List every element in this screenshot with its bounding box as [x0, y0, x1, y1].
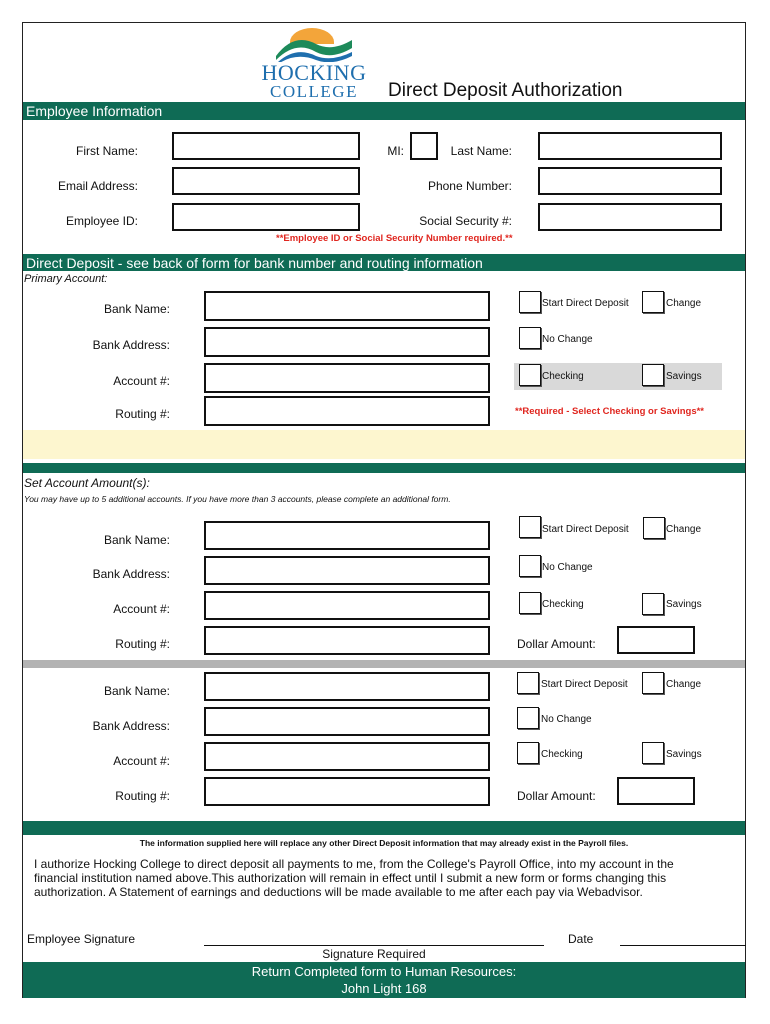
primary-bank-address-field[interactable] [204, 327, 490, 357]
acct1-start-label: Start Direct Deposit [542, 524, 629, 535]
first-name-field[interactable] [172, 132, 360, 160]
acct2-account-field[interactable] [204, 742, 490, 771]
acct1-account-label: Account #: [113, 602, 170, 616]
acct1-bank-address-field[interactable] [204, 556, 490, 585]
acct2-change-label: Change [666, 679, 702, 690]
highlight-bar [23, 430, 745, 459]
acct1-no-change-label: No Change [542, 562, 593, 573]
acct1-routing-field[interactable] [204, 626, 490, 655]
acct2-routing-label: Routing #: [115, 789, 170, 803]
primary-bank-address-label: Bank Address: [92, 338, 170, 352]
primary-bank-name-field[interactable] [204, 291, 490, 321]
return-line-1: Return Completed form to Human Resources: [251, 964, 517, 979]
id-required-note: **Employee ID or Social Security Number required.** [276, 233, 513, 244]
email-field[interactable] [172, 167, 360, 195]
acct2-start-checkbox[interactable] [517, 672, 539, 694]
acct2-no-change-checkbox[interactable] [517, 707, 539, 729]
acct1-routing-label: Routing #: [115, 637, 170, 651]
primary-savings-checkbox[interactable] [642, 364, 664, 386]
section-divider [23, 463, 745, 473]
employee-id-label: Employee ID: [65, 214, 138, 228]
primary-no-change-checkbox[interactable] [519, 327, 541, 349]
ssn-field[interactable] [538, 203, 722, 231]
set-amounts-note: You may have up to 5 additional accounts. If you have more than 3 accounts, please complete an additional form. [24, 494, 451, 504]
primary-change-checkbox[interactable] [642, 291, 664, 313]
primary-account-label: Primary Account: [24, 273, 108, 285]
acct2-routing-field[interactable] [204, 777, 490, 806]
footer-divider [23, 821, 745, 835]
acct2-start-label: Start Direct Deposit [541, 679, 628, 690]
acct1-account-field[interactable] [204, 591, 490, 620]
acct1-dollar-field[interactable] [617, 626, 695, 654]
date-label: Date [568, 932, 594, 946]
phone-label: Phone Number: [427, 179, 512, 193]
hocking-college-logo-icon [272, 26, 356, 62]
acct1-checking-label: Checking [542, 599, 584, 610]
date-line[interactable] [620, 945, 746, 946]
employee-id-field[interactable] [172, 203, 360, 231]
acct2-bank-address-field[interactable] [204, 707, 490, 736]
acct1-change-label: Change [666, 524, 702, 535]
acct1-checking-checkbox[interactable] [519, 592, 541, 614]
primary-start-checkbox[interactable] [519, 291, 541, 313]
return-instructions-band [23, 962, 745, 998]
acct1-bank-name-field[interactable] [204, 521, 490, 550]
acct1-savings-label: Savings [666, 599, 702, 610]
primary-start-label: Start Direct Deposit [542, 298, 629, 309]
ssn-label: Social Security #: [419, 214, 512, 228]
replacement-notice: The information supplied here will replace any other Direct Deposit information that may already exist in the Payroll files. [139, 838, 629, 848]
primary-account-number-label: Account #: [113, 374, 170, 388]
logo-text-college: COLLEGE [270, 82, 358, 101]
direct-deposit-section-header [23, 254, 745, 271]
employee-section-header [23, 102, 745, 120]
acct2-no-change-label: No Change [541, 714, 592, 725]
acct2-savings-checkbox[interactable] [642, 742, 664, 764]
acct1-dollar-label: Dollar Amount: [517, 637, 596, 651]
acct2-dollar-label: Dollar Amount: [517, 789, 596, 803]
acct1-change-checkbox[interactable] [643, 517, 665, 539]
first-name-label: First Name: [75, 144, 138, 158]
return-line-2: John Light 168 [341, 981, 427, 996]
acct1-bank-name-label: Bank Name: [103, 533, 170, 547]
primary-no-change-label: No Change [542, 334, 593, 345]
acct2-bank-name-label: Bank Name: [103, 684, 170, 698]
primary-routing-label: Routing #: [115, 407, 170, 421]
email-label: Email Address: [57, 179, 138, 193]
acct1-start-checkbox[interactable] [519, 516, 541, 538]
primary-savings-label: Savings [666, 371, 702, 382]
acct1-savings-checkbox[interactable] [642, 593, 664, 615]
primary-bank-name-label: Bank Name: [103, 302, 170, 316]
acct1-no-change-checkbox[interactable] [519, 555, 541, 577]
primary-change-label: Change [666, 298, 702, 309]
phone-field[interactable] [538, 167, 722, 195]
acct2-checking-label: Checking [541, 749, 583, 760]
acct2-checking-checkbox[interactable] [517, 742, 539, 764]
primary-checking-label: Checking [542, 371, 584, 382]
primary-routing-field[interactable] [204, 396, 490, 426]
direct-deposit-section-title: Direct Deposit - see back of form for bank number and routing information [26, 255, 483, 271]
account-type-required-note: **Required - Select Checking or Savings** [515, 406, 705, 417]
logo-text-hocking: HOCKING [261, 60, 367, 85]
last-name-field[interactable] [538, 132, 722, 160]
acct2-change-checkbox[interactable] [642, 672, 664, 694]
last-name-label: Last Name: [450, 144, 512, 158]
primary-checking-checkbox[interactable] [519, 364, 541, 386]
employee-signature-label: Employee Signature [27, 932, 136, 946]
authorization-text: I authorize Hocking College to direct deposit all payments to me, from the College's Payroll Office, into my account in the financial institution named above.This authorization will remain in effect until I submit a new form or forms changing this authorization. A Statement of earnings and deductions will be made available to me after each pay via Webadvisor. [34, 857, 674, 899]
acct2-bank-address-label: Bank Address: [92, 719, 170, 733]
account-separator [23, 660, 745, 668]
signature-line[interactable] [204, 945, 544, 946]
mi-label: MI: [387, 144, 404, 158]
set-amounts-title: Set Account Amount(s): [24, 476, 150, 490]
acct2-dollar-field[interactable] [617, 777, 695, 805]
acct2-account-label: Account #: [113, 754, 170, 768]
page-title: Direct Deposit Authorization [388, 80, 623, 101]
acct2-bank-name-field[interactable] [204, 672, 490, 701]
primary-account-number-field[interactable] [204, 363, 490, 393]
signature-required-text: Signature Required [322, 947, 426, 961]
employee-section-title: Employee Information [26, 103, 163, 119]
mi-field[interactable] [410, 132, 438, 160]
acct2-savings-label: Savings [666, 749, 702, 760]
acct1-bank-address-label: Bank Address: [92, 567, 170, 581]
